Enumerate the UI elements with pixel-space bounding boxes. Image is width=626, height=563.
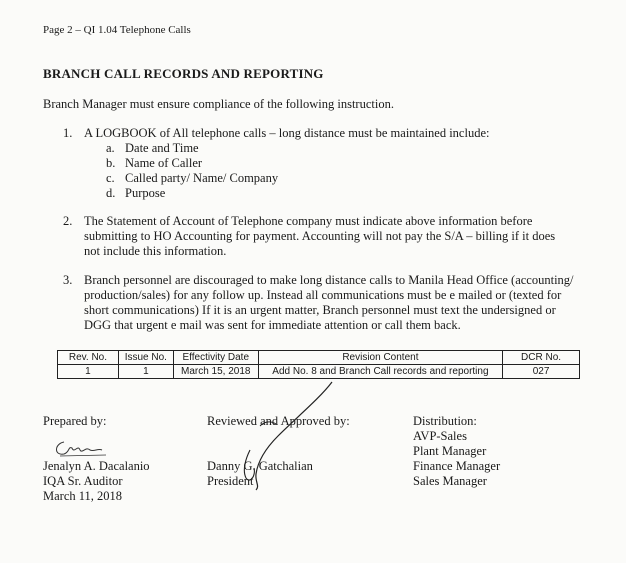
subitem-letter: c. <box>106 171 115 185</box>
page-header: Page 2 – QI 1.04 Telephone Calls <box>43 24 191 36</box>
intro-text: Branch Manager must ensure compliance of the following instruction. <box>43 97 394 111</box>
item-text-line: not include this information. <box>84 244 227 258</box>
approved-label: Reviewed and Approved by: <box>207 414 350 428</box>
item-text-line: submitting to HO Accounting for payment. Accounting will not pay the S/A – billing if it does <box>84 229 556 243</box>
column-header: Revision Content <box>258 351 502 365</box>
distribution-item: Plant Manager <box>413 444 487 458</box>
subitem-text: Date and Time <box>125 141 199 155</box>
item-text-line: DGG that urgent e mail was sent for immediate attention or call them back. <box>84 318 461 332</box>
prepared-name: Jenalyn A. Dacalanio <box>43 459 150 473</box>
subitem-text: Called party/ Name/ Company <box>125 171 279 185</box>
subitem-letter: a. <box>106 141 115 155</box>
revision-table <box>57 350 580 379</box>
item-number: 3. <box>63 273 73 287</box>
prepared-position: IQA Sr. Auditor <box>43 474 123 488</box>
column-header: DCR No. <box>503 351 580 365</box>
table-row <box>58 365 580 379</box>
table-cell: 027 <box>503 365 580 379</box>
distribution-item: Finance Manager <box>413 459 501 473</box>
prepared-signature <box>50 436 110 460</box>
subitem-letter: d. <box>106 186 116 200</box>
column-header: Effectivity Date <box>173 351 258 365</box>
column-header: Rev. No. <box>58 351 119 365</box>
item-number: 2. <box>63 214 73 228</box>
subitem-text: Purpose <box>125 186 166 200</box>
table-cell: March 15, 2018 <box>173 365 258 379</box>
table-cell: 1 <box>118 365 173 379</box>
item-text: A LOGBOOK of All telephone calls – long distance must be maintained include: <box>84 126 490 140</box>
item-text-line: Branch personnel are discouraged to make long distance calls to Manila Head Office (accounting/ <box>84 273 574 287</box>
item-text-line: production/sales) for any follow up. Instead all communications must be e mailed or (texted for <box>84 288 562 302</box>
subitem-letter: b. <box>106 156 116 170</box>
column-header: Issue No. <box>118 351 173 365</box>
approved-name: Danny G. Gatchalian <box>207 459 313 473</box>
table-cell: 1 <box>58 365 119 379</box>
distribution-item: AVP-Sales <box>413 429 467 443</box>
item-text-line: The Statement of Account of Telephone company must indicate above information before <box>84 214 533 228</box>
approved-signature <box>200 378 360 498</box>
prepared-date: March 11, 2018 <box>43 489 123 503</box>
prepared-label: Prepared by: <box>43 414 107 428</box>
distribution-item: Sales Manager <box>413 474 487 488</box>
subitem-text: Name of Caller <box>125 156 203 170</box>
approved-position: President <box>207 474 254 488</box>
item-text-line: short communications) If it is an urgent matter, Branch personnel must text the undersigned or <box>84 303 556 317</box>
table-header-row <box>58 351 580 365</box>
table-cell: Add No. 8 and Branch Call records and reporting <box>258 365 502 379</box>
item-number: 1. <box>63 126 73 140</box>
section-title: BRANCH CALL RECORDS AND REPORTING <box>43 66 324 81</box>
distribution-label: Distribution: <box>413 414 477 428</box>
